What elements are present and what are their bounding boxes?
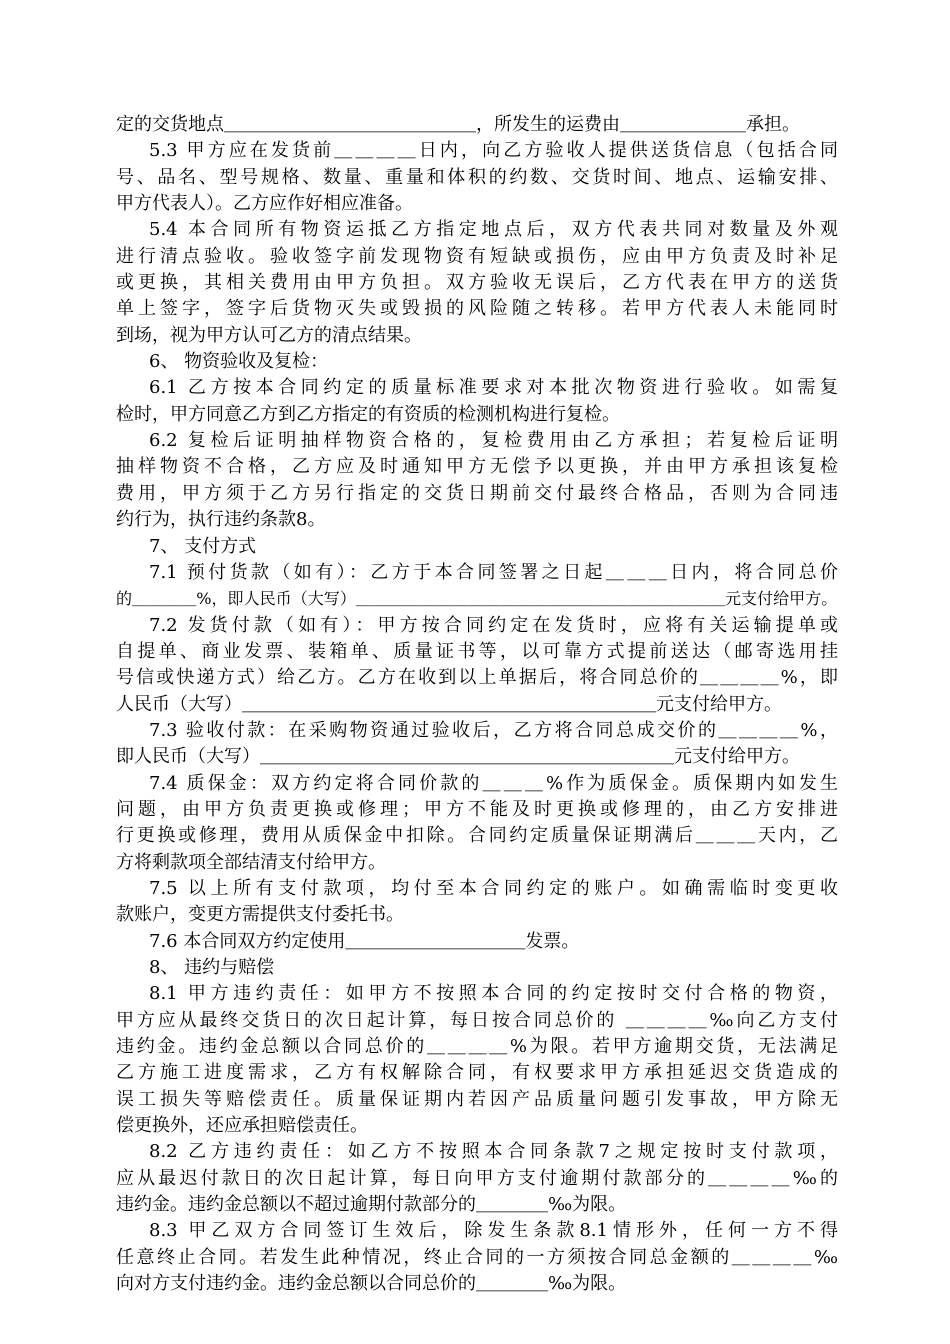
contract-text-line: 款账户，变更方需提供支付委托书。 (116, 904, 404, 926)
contract-text-line: 6.2 复检后证明抽样物资合格的，复检费用由乙方承担；若复检后证明 (149, 430, 838, 452)
contract-text-line: 7、 支付方式 (149, 535, 257, 557)
contract-text-line: 8、 违约与赔偿 (149, 957, 275, 978)
contract-text-line: 约行为，执行违约条款8。 (116, 509, 326, 531)
contract-text-line: 8.3 甲乙双方合同签订生效后，除发生条款8.1情形外，任何一方不得 (149, 1220, 838, 1242)
contract-text-line: 7.6 本合同双方约定使用＿＿＿＿＿＿＿＿＿＿发票。 (149, 930, 580, 952)
contract-text-line: 8.1 甲方违约责任：如甲方不按照本合同的约定按时交付合格的物资， (149, 983, 838, 1005)
contract-text-line: 检时，甲方同意乙方到乙方指定的有资质的检测机构进行复检。 (116, 403, 620, 425)
contract-text-line: 乙方施工进度需求，乙方有权解除合同，有权要求甲方承担延迟交货造成的 (116, 1062, 838, 1084)
contract-text-line: 7.4 质保金：双方约定将合同价款的＿＿＿%作为质保金。质保期内如发生 (149, 772, 838, 794)
contract-text-line: 5.3 甲方应在发货前＿＿＿＿日内，向乙方验收人提供送货信息（包括合同 (149, 140, 838, 162)
contract-text-line: 自提单、商业发票、装箱单、质量证书等，以可靠方式提前送达（邮寄选用挂 (116, 640, 838, 662)
contract-text-line: 抽样物资不合格，乙方应及时通知甲方无偿予以更换，并由甲方承担该复检 (116, 456, 838, 478)
contract-text-line: 定的交货地点＿＿＿＿＿＿＿＿＿＿＿＿＿＿，所发生的运费由＿＿＿＿＿＿＿承担。 (116, 114, 800, 135)
contract-text-line: 误工损失等赔偿责任。质量保证期内若因产品质量问题引发事故，甲方除无 (116, 1088, 838, 1110)
contract-text-line: 进行清点验收。验收签字前发现物资有短缺或损伤，应由甲方负责及时补足 (116, 245, 838, 267)
contract-text-line: 号、品名、型号规格、数量、重量和体积的约数、交货时间、地点、运输安排、 (116, 166, 838, 188)
contract-text-line: 费用，甲方须于乙方另行指定的交货日期前交付最终合格品，否则为合同违 (116, 482, 838, 504)
contract-text-line: 行更换或修理，费用从质保金中扣除。合同约定质量保证期满后＿＿＿天内，乙 (116, 825, 838, 847)
contract-text-line: 违约金。违约金总额以合同总价的＿＿＿＿%为限。若甲方逾期交货，无法满足 (116, 1036, 838, 1058)
contract-text-line: 偿更换外，还应承担赔偿责任。 (116, 1115, 368, 1137)
contract-text-line: 甲方代表人）。乙方应作好相应准备。 (116, 193, 413, 215)
contract-text-line: 6、 物资验收及复检： (149, 351, 329, 373)
contract-text-line: 问题，由甲方负责更换或修理；甲方不能及时更换或修理的，由乙方安排进 (116, 798, 838, 820)
contract-text-line: 7.1 预付货款（如有）：乙方于本合同签署之日起＿＿＿日内，将合同总价 (149, 561, 838, 583)
contract-text-line: 7.2 发货付款（如有）：甲方按合同约定在发货时，应将有关运输提单或 (149, 614, 838, 636)
contract-text-line: 6.1 乙方按本合同约定的质量标准要求对本批次物资进行验收。如需复 (149, 377, 838, 399)
contract-text-line: 应从最迟付款日的次日起计算，每日向甲方支付逾期付款部分的＿＿＿＿‰的 (116, 1167, 838, 1189)
contract-text-line: 8.2 乙方违约责任：如乙方不按照本合同条款7之规定按时支付款项， (149, 1141, 838, 1163)
contract-text-line: 单上签字，签字后货物灭失或毁损的风险随之转移。若甲方代表人未能同时 (116, 298, 838, 320)
contract-text-line: 即人民币（大写）＿＿＿＿＿＿＿＿＿＿＿＿＿＿＿＿＿＿＿＿＿＿＿元支付给甲方。 (116, 746, 800, 768)
contract-text-line: 甲方应从最终交货日的次日起计算，每日按合同总价的 ＿＿＿＿‰向乙方支付 (116, 1009, 838, 1031)
contract-text-line: 7.3 验收付款：在采购物资通过验收后，乙方将合同总成交价的＿＿＿＿%， (149, 719, 838, 741)
contract-page-body (116, 112, 838, 1297)
contract-text-line: 7.5 以上所有支付款项，均付至本合同约定的账户。如确需临时变更收 (149, 877, 838, 899)
contract-text-line: 的＿＿＿＿%，即人民币（大写）＿＿＿＿＿＿＿＿＿＿＿＿＿＿＿＿＿＿＿＿＿＿＿元支付给甲方。 (116, 589, 838, 609)
contract-text-line: 向对方支付违约金。违约金总额以合同总价的＿＿＿＿‰为限。 (116, 1273, 627, 1295)
contract-text-line: 号信或快递方式）给乙方。乙方在收到以上单据后，将合同总价的＿＿＿＿%，即 (116, 667, 838, 689)
contract-text-line: 到场，视为甲方认可乙方的清点结果。 (116, 324, 422, 346)
contract-text-line: 违约金。违约金总额以不超过逾期付款部分的＿＿＿＿‰为限。 (116, 1194, 627, 1216)
contract-text-line: 任意终止合同。若发生此种情况，终止合同的一方须按合同总金额的＿＿＿＿‰ (116, 1246, 838, 1268)
contract-text-line: 5.4 本合同所有物资运抵乙方指定地点后，双方代表共同对数量及外观 (149, 219, 838, 241)
contract-text-line: 人民币（大写）＿＿＿＿＿＿＿＿＿＿＿＿＿＿＿＿＿＿＿＿＿＿＿元支付给甲方。 (116, 693, 782, 715)
contract-text-line: 或更换，其相关费用由甲方负担。双方验收无误后，乙方代表在甲方的送货 (116, 272, 838, 294)
contract-text-line: 方将剩款项全部结清支付给甲方。 (116, 851, 386, 873)
